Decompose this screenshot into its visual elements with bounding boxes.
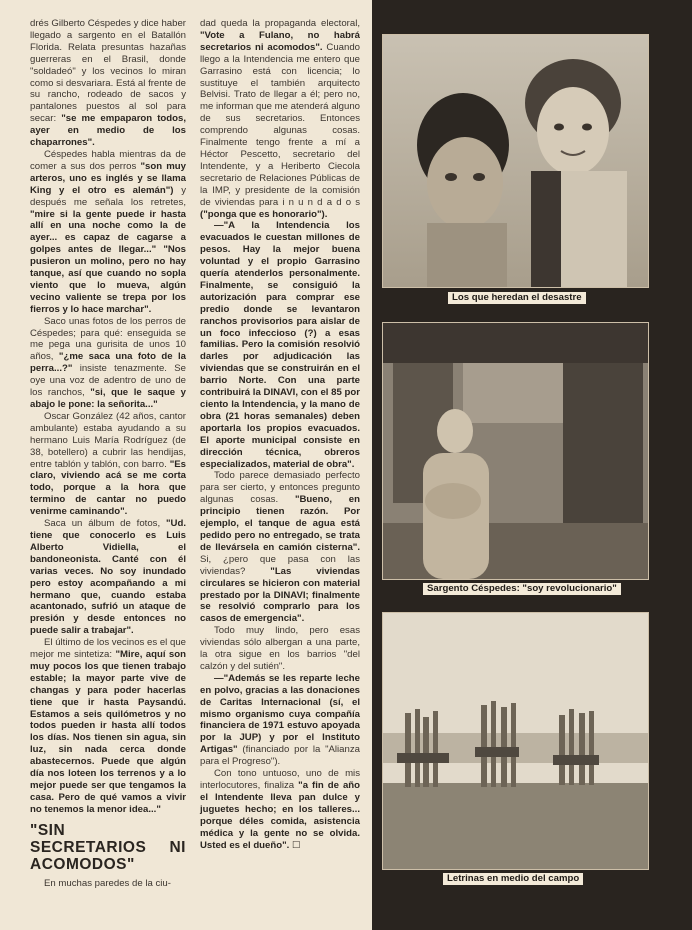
body-text: insiste tenazmente. Se oye una voz de adentro de uno de los ranchos, xyxy=(30,363,186,399)
body-text: Saco unas fotos de los perros de Céspedes; para qué: enseguida se me pega una gurisita de unos 10 años, xyxy=(30,315,186,363)
body-text: ☐ xyxy=(289,839,301,851)
quote-text: "Bueno, en principio tienen razón. Por ejemplo, el tanque de agua está pedido pero no entregado, se trata de llevársela en camión cisterna". xyxy=(200,494,360,553)
quote-text: —"Además se les reparte leche en polvo, gracias a las donaciones de Caritas Internacional (sí, el mismo organismo cuya compañía financiera de 1971 estuvo apoyada por la JUP) y por el Instituto Artigas" xyxy=(200,672,360,756)
article-column-2 xyxy=(200,18,360,851)
article-paragraph xyxy=(30,316,186,411)
body-text: El último de los vecinos es el que mejor me sintetiza: xyxy=(30,637,186,661)
quote-text: "a fin de año el Intendente lleva pan dulce y juguetes hecho; en los talleres... porque déles comida, asistencia médica y la gente no se olvida. Usted es el dueño". xyxy=(200,780,361,851)
caption-sargento: Sargento Céspedes: "soy revolucionario" xyxy=(423,583,621,595)
caption-letrinas: Letrinas en medio del campo xyxy=(443,873,583,885)
quote-text: "Las viviendas circulares se hicieron con material prestado por la DINAVI; finalmente se resolvió comprarlo para los casos de emergencia". xyxy=(200,565,360,625)
body-text: Céspedes habla mientras da de comer a sus dos perros xyxy=(30,148,186,172)
photo-children xyxy=(382,34,649,288)
body-text: Todo parece demasiado perfecto para ser cierto, y entonces pregunto algunas cosas. xyxy=(200,470,360,506)
body-text: y después me señala los retretes, xyxy=(30,184,187,208)
quote-text: "son muy arteros, uno es inglés y se llama King y el otro es alemán") xyxy=(30,160,186,196)
children-photo-image xyxy=(383,35,648,287)
article-paragraph xyxy=(30,411,186,518)
quote-text: —"A la Intendencia los evacuados le cuestan millones de pesos. Hay la mejor buena voluntad y el propio Garrasino quería atenderlos personalmente. Finalmente, se consiguió la autorización para comprar ese predio donde se levantaron ranchos provisorios para aislar de un foco infeccioso (?) a esas familias. Pero la comisión resolvió darles por adjudicación las viviendas que se construirán en el barrio Norte. Con una parte contribuirá la DINAVI, con el 85 por ciento la Intendencia, y la mano de obra (21 horas semanales) deben aportarla los propios evacuados. El aporte municipal consiste en dirección técnica, obreros especializados, material de obra". xyxy=(200,220,360,470)
article-paragraph xyxy=(30,18,186,149)
article-paragraph xyxy=(30,518,186,637)
quote-text: "se me empaparon todos, ayer en medio de los chaparrones". xyxy=(30,113,186,149)
quote-text: "Vote a Fulano, no habrá secretarios ni acomodos". xyxy=(200,29,360,53)
sargento-photo-image xyxy=(383,323,648,579)
article-column-1 xyxy=(30,18,186,890)
body-text: Oscar González (42 años, cantor ambulante) estaba ayudando a su hermano Luis María Rodríguez (de 38, botellero) a cubrir las hendijas, entre tablón y tablón, con barro. xyxy=(30,410,186,470)
article-paragraph xyxy=(200,470,360,625)
body-text: Saca un álbum de fotos, xyxy=(44,518,166,530)
body-text: (financiado por la "Alianza para el Progreso"). xyxy=(200,744,360,768)
quote-text: "mire si la gente puede ir hasta allí en una noche como la de ayer... es capaz de cagarse a golpes antes de llegar..." "Nos pusieron un molino, pero no hay tanque, así que cuando no sopla viento que lo mueva, algún vecino valiente se trepa por los fierros y lo hace marchar". xyxy=(30,208,186,315)
body-text: Todo muy lindo, pero esas viviendas sólo albergan a una parte, la otra sigue en los barrios "del calzón y del sutién". xyxy=(200,625,360,672)
article-paragraph xyxy=(30,637,186,816)
article-paragraph: En muchas paredes de la ciu- xyxy=(44,877,171,889)
body-text: Si, ¿pero que pasa con las viviendas? xyxy=(200,553,360,577)
body-text: drés Gilberto Céspedes y dice haber llegado a sargento en el Batallón Florida. Relata presuntas hazañas guerreras en el Brasil, donde "soldadeó" y los vecinos lo miran como si desvariara. Está al frente de su rancho, rodeado de sacos y pantalones puestos al sol para secar: xyxy=(30,18,186,125)
article-paragraph xyxy=(200,625,360,673)
body-text: Con tono untuoso, uno de mis interlocutores, finaliza xyxy=(200,768,360,791)
letrinas-photo-image xyxy=(383,613,648,869)
subheading: "SIN SECRETARIOS NI ACOMODOS" xyxy=(30,821,186,873)
article-paragraph xyxy=(200,220,360,470)
article-paragraph xyxy=(30,149,186,316)
quote-text: "Ud. tiene que conocerlo es Luis Alberto Vidiella, el bandoneonista. Canté con él varias veces. No soy inundado pero estoy acompañando a mi hermano que, cuando estaba acantonado, sufrió un ataque de presión y desde entonces no puede salir a trabajar". xyxy=(30,518,186,637)
article-paragraph xyxy=(200,768,360,851)
body-text: Cuando llego a la Intendencia me entero que Garrasino está con licencia; lo sustituye el también arquitecto Belvisi. Trato de llegar a él; pero no, me informan que me atenderá alguno de sus secretarios. Entonces comprendo algunas cosas. Finalmente tengo frente a mí a Héctor Pescetto, secretario del Intendente, y a Heriberto Ciecola secretario de Relaciones Públicas de la IMP, y presidente de la comisión de viviendas para i n u n d a d o s xyxy=(200,41,360,208)
photo-letrinas xyxy=(382,612,649,870)
photo-sargento xyxy=(382,322,649,580)
quote-text: "¿me saca una foto de la perra...?" xyxy=(30,351,187,375)
article-paragraph xyxy=(200,673,360,768)
quote-text: "si, que le saque y abajo le pone: la señorita..." xyxy=(30,387,186,410)
quote-text: "Es claro, viviendo acá se me corta todo, porque a la hora que termino de cantar no puedo venirme caminando". xyxy=(30,458,186,518)
body-text: dad queda la propaganda electoral, xyxy=(200,18,360,29)
article-paragraph xyxy=(200,18,360,220)
quote-text: "Mire, aquí son muy pocos los que tienen trabajo estable; la mayor parte vive de changas y para poder hacerlas tiene que ir hasta Paysandú. Estamos a seis quilómetros y no todos pueden ir hasta allí todos los días. Nos tienen sin agua, sin luz, sin nada cerca donde abastecernos. Puede que algún día nos loteen los terrenos y a lo mejor puede ser que tengamos la casa. Pero de qué vamos a vivir no tenemos la menor idea..." xyxy=(30,649,186,815)
quote-text: ("ponga que es honorario"). xyxy=(200,208,328,220)
caption-children: Los que heredan el desastre xyxy=(448,292,586,304)
